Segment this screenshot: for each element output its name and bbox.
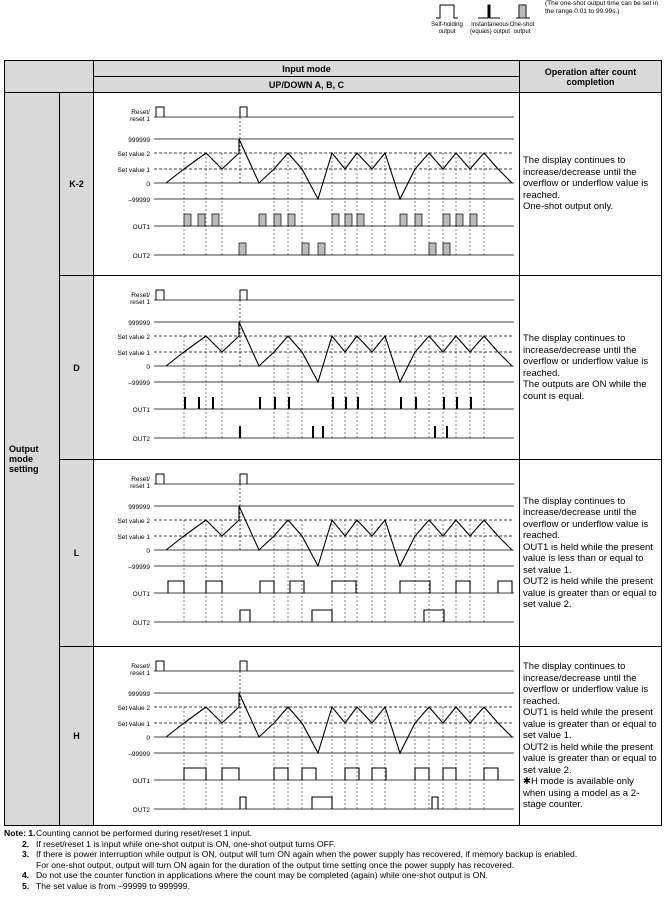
one-shot-pulse [288,214,295,226]
note-4 [4,870,661,881]
desc-text-h: The display continues to increase/decrease until the overflow or underflow value is reached. OUT1 is held while the present value is greater than or equal to set value 1. OUT2 is held while the present value is greater than or equal to set value 2. ✱H mode is available only when using a model as a 2-stage counter. [523,661,657,811]
mode-description-d [520,276,662,460]
instantaneous-pulse [312,426,314,438]
self-holding-pulse [222,768,239,780]
reset-pulse [156,661,164,671]
self-holding-pulse [424,610,444,622]
mode-name-k2: K-2 [60,93,94,276]
axis-label-sv2: Set value 2 [117,518,150,525]
instantaneous-pulse [212,397,214,409]
one-shot-pulse [415,214,422,226]
instantaneous-pulse [259,397,261,409]
note-text: The set value is from –99999 to 999999. [36,880,190,891]
self-holding-pulse [290,581,304,593]
instantaneous-pulse [470,397,472,409]
axis-label-zero: 0 [146,181,150,188]
self-holding-symbol [436,5,458,18]
timing-chart-k2 [94,93,520,276]
reset-pulse [240,474,247,484]
output-legend [430,0,665,48]
axis-label-max: 999999 [128,137,150,144]
one-shot-symbol [516,5,530,18]
updown-header: UP/DOWN A, B, C [94,77,520,93]
reset-pulse [240,661,247,671]
legend-label-instantaneous: Instantaneous (equals) output [469,22,511,35]
one-shot-pulse [212,214,219,226]
note-num: 3. [22,849,30,859]
note-num: 2. [22,838,30,849]
one-shot-pulse [443,214,450,226]
desc-text-d: The display continues to increase/decrease until the overflow or underflow value is reached. The outputs are ON while the count is equal. [523,333,649,402]
self-holding-pulse [302,768,316,780]
self-holding-pulse [372,768,386,780]
self-holding-pulse [240,797,246,809]
mode-name-d: D [60,276,94,460]
self-holding-pulse [432,797,438,809]
axis-label-out1: OUT1 [132,778,150,785]
one-shot-pulse [302,243,309,255]
note-text: Do not use the counter function in applications where the count may be completed (again) while one-shot output is ON. [36,870,488,880]
one-shot-pulse [470,214,477,226]
instantaneous-pulse [456,397,458,409]
note-num: 1. [28,828,36,838]
axis-label-out2: OUT2 [132,436,150,443]
instantaneous-pulse [357,397,359,409]
axis-label-min: –99999 [128,564,150,571]
desc-text-l: The display continues to increase/decrease until the overflow or underflow value is reached. OUT1 is held while the present value is less than or equal to set value 1. OUT2 is held while the present value is greater than or equal to set value 2. [523,495,657,610]
axis-label-sv2: Set value 2 [117,334,150,341]
self-holding-pulse [312,797,332,809]
note-3 [4,849,661,860]
note-text: If reset/reset 1 is input while one-shot output is ON, one-shot output turns OFF. [36,838,336,849]
self-holding-pulse [274,768,288,780]
axis-label-out1: OUT1 [132,224,150,231]
one-shot-pulse [345,214,352,226]
axis-label-reset: Reset/ reset 1 [130,109,150,123]
self-holding-pulse [498,581,512,593]
one-shot-pulse [184,214,191,226]
mode-description-l [520,460,662,647]
axis-label-max: 999999 [128,320,150,327]
axis-label-min: –99999 [128,380,150,387]
mode-name-h: H [60,647,94,826]
mode-name-l: L [60,460,94,647]
instantaneous-pulse [446,426,448,438]
input-mode-header: Input mode [94,61,520,77]
operation-header: Operation after count completion [520,61,662,93]
reset-pulse [156,290,164,300]
note-num: 4. [22,870,30,880]
axis-label-out2: OUT2 [132,807,150,814]
axis-label-min: –99999 [128,751,150,758]
one-shot-pulse [239,243,246,255]
timing-chart-d [94,276,520,460]
output-mode-setting-label: Output mode setting [5,93,60,826]
instantaneous-pulse [345,397,347,409]
instantaneous-pulse [443,397,445,409]
one-shot-pulse [443,243,450,255]
note-text: Counting cannot be performed during reset/reset 1 input. [36,828,252,838]
timing-chart-l [94,460,520,647]
note-1 [4,828,661,839]
instantaneous-pulse [274,397,276,409]
reset-pulse [240,107,247,117]
one-shot-pulse [429,243,436,255]
legend-label-one-shot: One-shot output [509,22,535,35]
self-holding-pulse [312,610,332,622]
legend-label-self-holding: Self-holding output [431,22,463,35]
axis-label-zero: 0 [146,548,150,555]
axis-label-reset: Reset/ reset 1 [130,292,150,306]
notes-title: Note: [4,828,26,838]
note-num: 5. [22,880,30,891]
one-shot-pulse [357,214,364,226]
axis-label-sv1: Set value 1 [117,534,150,541]
axis-label-out2: OUT2 [132,253,150,260]
mode-description-k2 [520,93,662,276]
instantaneous-symbol [478,5,500,18]
axis-label-max: 999999 [128,691,150,698]
self-holding-pulse [184,768,206,780]
self-holding-pulse [484,768,498,780]
instantaneous-pulse [415,397,417,409]
axis-label-out2: OUT2 [132,620,150,627]
axis-label-min: –99999 [128,197,150,204]
instantaneous-pulse [184,397,186,409]
note-2 [4,839,661,850]
self-holding-pulse [168,581,184,593]
self-holding-pulse [415,768,429,780]
note-text: For one-shot output, output will turn ON again for the duration of the output time setting once the power supply has recovered. [36,859,515,870]
self-holding-pulse [345,768,359,780]
instantaneous-pulse [288,397,290,409]
axis-label-sv2: Set value 2 [117,705,150,712]
reset-pulse [156,107,164,117]
note-3-continued [4,860,661,871]
axis-label-zero: 0 [146,364,150,371]
axis-label-out1: OUT1 [132,591,150,598]
output-mode-table [4,60,662,826]
desc-text-k2: The display continues to increase/decrease until the overflow or underflow value is reached. One-shot output only. [523,155,649,213]
axis-label-sv1: Set value 1 [117,350,150,357]
axis-label-reset: Reset/ reset 1 [130,476,150,490]
instantaneous-pulse [239,426,241,438]
one-shot-pulse [332,214,339,226]
legend-symbols [430,0,540,22]
instantaneous-pulse [400,397,402,409]
axis-label-sv1: Set value 1 [117,721,150,728]
one-shot-pulse [456,214,463,226]
self-holding-pulse [332,581,356,593]
one-shot-pulse [259,214,266,226]
note-5 [4,881,661,892]
self-holding-pulse [260,581,274,593]
note-text: If there is power interruption while output is ON, output will turn ON again when the power supply has recovered, if memory backup is enabled. [36,849,578,859]
corner-cell [5,61,94,93]
one-shot-time-note: (The one-shot output time can be set in the range 0.01 to 99.99s.) [545,0,659,15]
axis-label-out1: OUT1 [132,407,150,414]
instantaneous-pulse [332,397,334,409]
self-holding-pulse [456,581,470,593]
timing-chart-h [94,647,520,826]
one-shot-pulse [198,214,205,226]
reset-pulse [156,474,164,484]
self-holding-pulse [206,581,222,593]
instantaneous-pulse [322,426,324,438]
one-shot-pulse [274,214,281,226]
notes-section [4,828,661,891]
self-holding-pulse [400,581,430,593]
self-holding-pulse [443,768,456,780]
one-shot-pulse [318,243,325,255]
axis-label-zero: 0 [146,735,150,742]
instantaneous-pulse [434,426,436,438]
axis-label-sv2: Set value 2 [117,151,150,158]
axis-label-reset: Reset/ reset 1 [130,663,150,677]
reset-pulse [240,290,247,300]
instantaneous-pulse [198,397,200,409]
axis-label-sv1: Set value 1 [117,167,150,174]
self-holding-pulse [240,610,250,622]
axis-label-max: 999999 [128,504,150,511]
one-shot-pulse [400,214,407,226]
mode-description-h [520,647,662,826]
